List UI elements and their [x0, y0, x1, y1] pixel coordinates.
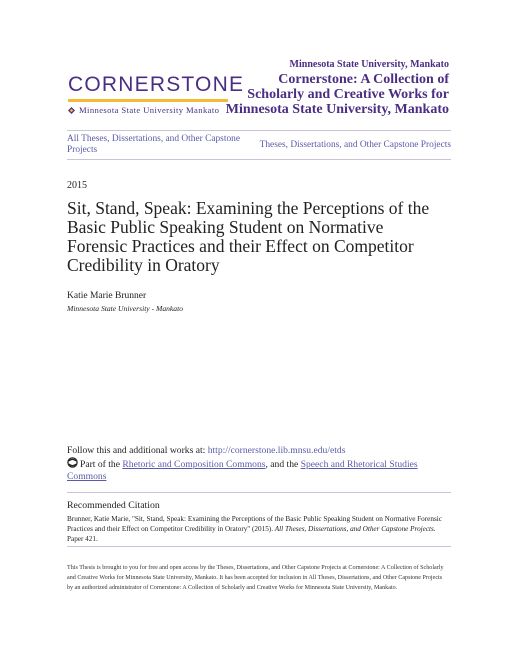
- author-affiliation: Minnesota State University - Mankato: [67, 304, 183, 313]
- citation-paper: Paper 421.: [67, 535, 98, 543]
- collection-name[interactable]: Cornerstone: A Collection of Scholarly and Creative Works for Minnesota State University, Mankato: [225, 72, 449, 117]
- collection-navbar: [67, 130, 451, 160]
- document-title: Sit, Stand, Speak: Examining the Perceptions of the Basic Public Speaking Student on Normative Forensic Practices and their Effect on Competitor Credibility in Oratory: [67, 198, 430, 275]
- institution-name[interactable]: Minnesota State University, Mankato: [289, 59, 449, 70]
- logo-gold-bar: [68, 99, 228, 102]
- nav-link-all-theses[interactable]: All Theses, Dissertations, and Other Capstone Projects: [67, 134, 240, 155]
- citation-series: All Theses, Dissertations, and Other Capstone Projects.: [274, 525, 436, 533]
- citation-body: Brunner, Katie Marie, "Sit, Stand, Speak: Examining the Perceptions of the Basic Public Speaking Student on Normative Forensic Practices and their Effect on Competitor Credibility in Oratory" (2015).: [67, 515, 442, 533]
- part-of-line: [67, 457, 447, 483]
- follow-line: [67, 445, 345, 456]
- rhetoric-composition-link[interactable]: Rhetoric and Composition Commons: [122, 459, 266, 470]
- cornerstone-logo[interactable]: [68, 73, 245, 115]
- speech-rhetorical-link[interactable]: Speech and Rhetorical Studies Commons: [67, 459, 418, 482]
- nav-link-theses[interactable]: Theses, Dissertations, and Other Capstone Projects: [259, 140, 451, 150]
- divider: [67, 546, 451, 547]
- citation-heading: Recommended Citation: [67, 500, 160, 511]
- repository-url-link[interactable]: http://cornerstone.lib.mnsu.edu/etds: [207, 445, 346, 456]
- access-notice: This Thesis is brought to you for free and open access by the Theses, Dissertations, and Other Capstone Projects at Cornerstone: A Collection of Scholarly and Creative Works for Minnesota State University, Mankato. It has been accepted for inclusion in All Theses, Dissertations, and Other Capstone Projects by an authorized administrator of Cornerstone: A Collection of Scholarly and Creative Works for Minnesota State University, Mankato.: [67, 565, 444, 591]
- citation-text: [67, 514, 447, 544]
- network-commons-icon: [67, 457, 78, 468]
- logo-subline: [68, 105, 228, 115]
- institution-block: [219, 59, 449, 117]
- publication-year: 2015: [67, 180, 87, 191]
- author-name: Katie Marie Brunner: [67, 291, 147, 301]
- follow-prefix: Follow this and additional works at:: [67, 445, 208, 456]
- mankato-mark-icon: [68, 107, 75, 114]
- partof-prefix: Part of the: [80, 459, 123, 470]
- divider: [67, 492, 451, 493]
- logo-wordmark: CORNERSTONE: [68, 73, 245, 96]
- partof-middle: , and the: [265, 459, 301, 470]
- logo-subtext: Minnesota State University Mankato: [79, 105, 220, 115]
